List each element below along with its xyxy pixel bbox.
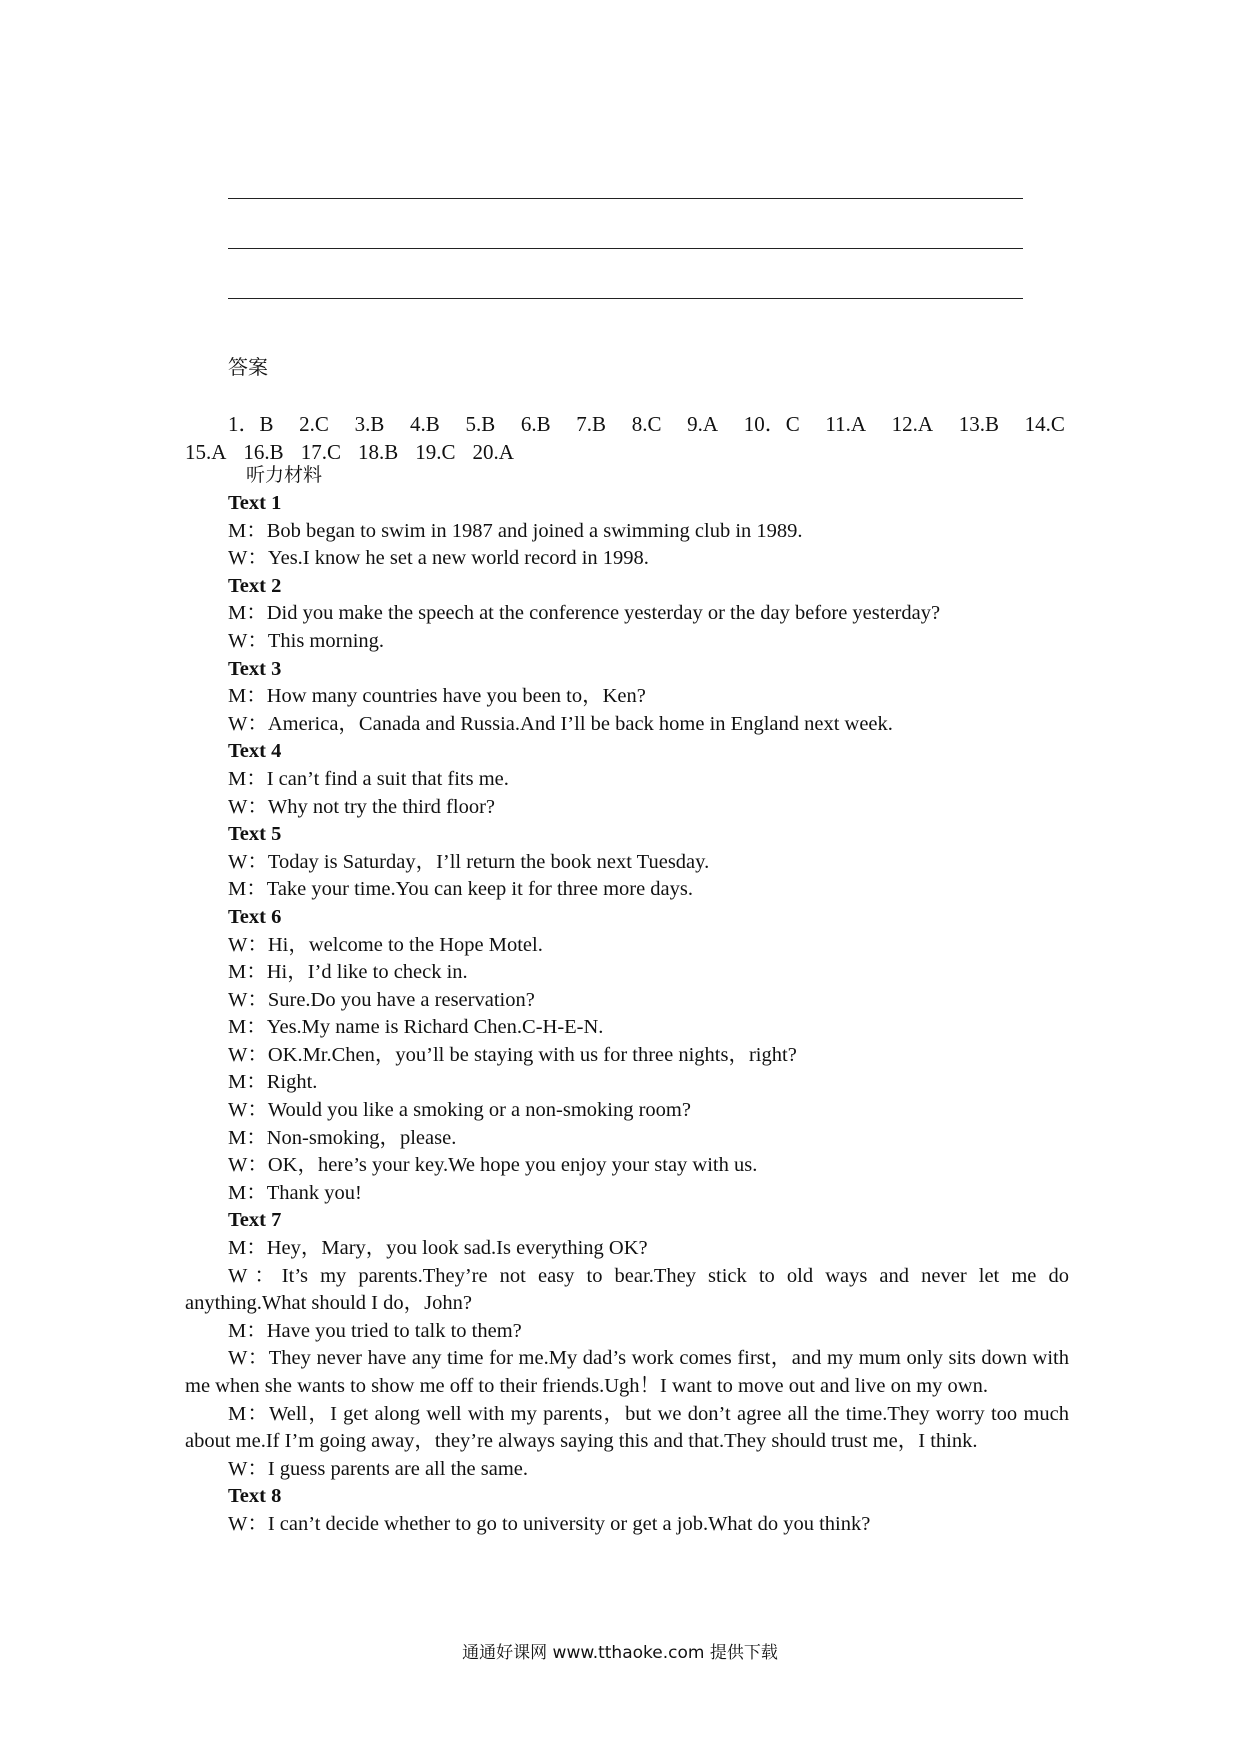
answer-item: 5.B bbox=[465, 412, 496, 436]
dialogue-paragraph: W：I guess parents are all the same. bbox=[228, 1457, 528, 1480]
dialogue-line: M：How many countries have you been to，Ken? bbox=[228, 685, 646, 708]
answer-item: 4.B bbox=[410, 412, 440, 436]
dialogue-line: W：America，Canada and Russia.And I’ll be back home in England next week. bbox=[228, 712, 893, 735]
answers-heading: 答案 bbox=[228, 355, 268, 379]
answer-item: 8.C bbox=[631, 412, 662, 436]
dialogue-line: W：I can’t decide whether to go to university or get a job.What do you think? bbox=[228, 1512, 871, 1535]
dialogue-line: W：Hi，welcome to the Hope Motel. bbox=[228, 933, 543, 956]
answer-item: 10．C bbox=[743, 412, 800, 436]
dialogue-paragraph: W：It’s my parents.They’re not easy to bear.They stick to old ways and never let me do anything.What should I do，John? bbox=[185, 1264, 1069, 1315]
dialogue-line: M：Non-smoking，please. bbox=[228, 1126, 457, 1149]
answer-key bbox=[185, 410, 1065, 466]
answer-item: 14.C bbox=[1024, 412, 1065, 436]
dialogue-line: M：Bob began to swim in 1987 and joined a swimming club in 1989. bbox=[228, 519, 803, 542]
dialogue-line: M：Did you make the speech at the conference yesterday or the day before yesterday? bbox=[228, 602, 941, 625]
answer-item: 18.B bbox=[357, 440, 399, 464]
dialogue-paragraph: M：Well，I get along well with my parents，but we don’t agree all the time.They worry too much about me.If I’m going away，they’re always saying this and that.They should trust me，I think. bbox=[185, 1402, 1069, 1453]
answer-item: 12.A bbox=[891, 412, 934, 436]
answer-item: 3.B bbox=[354, 412, 385, 436]
dialogue-line: W：Sure.Do you have a reservation? bbox=[228, 988, 535, 1011]
dialogue-line: W：Would you like a smoking or a non-smoking room? bbox=[228, 1099, 691, 1122]
answer-item: 9.A bbox=[687, 412, 719, 436]
answer-blank-line-1 bbox=[228, 198, 1023, 199]
dialogue-paragraph: M：Have you tried to talk to them? bbox=[228, 1319, 522, 1342]
dialogue-line: M：Yes.My name is Richard Chen.C-H-E-N. bbox=[228, 1016, 604, 1039]
dialogue-line: W：Why not try the third floor? bbox=[228, 795, 496, 818]
answer-key-row-1 bbox=[185, 410, 1065, 438]
dialogue-paragraph: W：They never have any time for me.My dad’s work comes first，and my mum only sits down with me when she wants to show me off to their friends.Ugh！I want to move out and live on my own. bbox=[185, 1347, 1069, 1397]
listening-material bbox=[185, 462, 1069, 1539]
dialogue-line: M：Right. bbox=[228, 1071, 318, 1094]
answer-item: 2.C bbox=[299, 412, 329, 436]
text-title: Text 7 bbox=[228, 1209, 282, 1232]
listening-material-title: 听力材料 bbox=[246, 464, 323, 486]
text-title: Text 1 bbox=[228, 492, 282, 514]
page-footer: 通通好课网 www.tthaoke.com 提供下载 bbox=[462, 1643, 778, 1663]
dialogue-paragraph: M：Hey，Mary，you look sad.Is everything OK? bbox=[228, 1237, 648, 1260]
text-title: Text 2 bbox=[228, 574, 282, 597]
answer-item: 6.B bbox=[520, 412, 551, 436]
dialogue-line: W：Today is Saturday，I’ll return the book next Tuesday. bbox=[228, 850, 710, 873]
answer-blank-line-3 bbox=[228, 298, 1023, 299]
text-title: Text 8 bbox=[228, 1485, 282, 1508]
dialogue-line: M：Hi，I’d like to check in. bbox=[228, 961, 468, 984]
answer-item: 19.C bbox=[415, 440, 456, 464]
dialogue-line: W：OK.Mr.Chen，you’ll be staying with us for three nights，right? bbox=[228, 1043, 797, 1066]
answer-item: 1．B bbox=[228, 412, 274, 436]
text-title: Text 6 bbox=[228, 905, 282, 928]
text-title: Text 3 bbox=[228, 657, 282, 680]
answer-item: 17.C bbox=[300, 440, 341, 464]
answer-item: 13.B bbox=[958, 412, 1000, 436]
answer-item: 15.A bbox=[185, 440, 227, 464]
dialogue-line: W：OK，here’s your key.We hope you enjoy your stay with us. bbox=[228, 1154, 758, 1177]
answer-item: 11.A bbox=[825, 412, 867, 436]
text-title: Text 4 bbox=[228, 740, 282, 763]
dialogue-line: M：Take your time.You can keep it for three more days. bbox=[228, 878, 694, 901]
dialogue-line: W：This morning. bbox=[228, 629, 385, 652]
answer-item: 7.B bbox=[576, 412, 607, 436]
dialogue-line: M：I can’t find a suit that fits me. bbox=[228, 767, 509, 790]
answer-item: 16.B bbox=[243, 440, 284, 464]
dialogue-line: M：Thank you! bbox=[228, 1181, 362, 1204]
dialogue-line: W：Yes.I know he set a new world record in 1998. bbox=[228, 547, 649, 570]
answer-item: 20.A bbox=[472, 440, 514, 464]
answer-blank-line-2 bbox=[228, 248, 1023, 249]
text-title: Text 5 bbox=[228, 823, 282, 846]
